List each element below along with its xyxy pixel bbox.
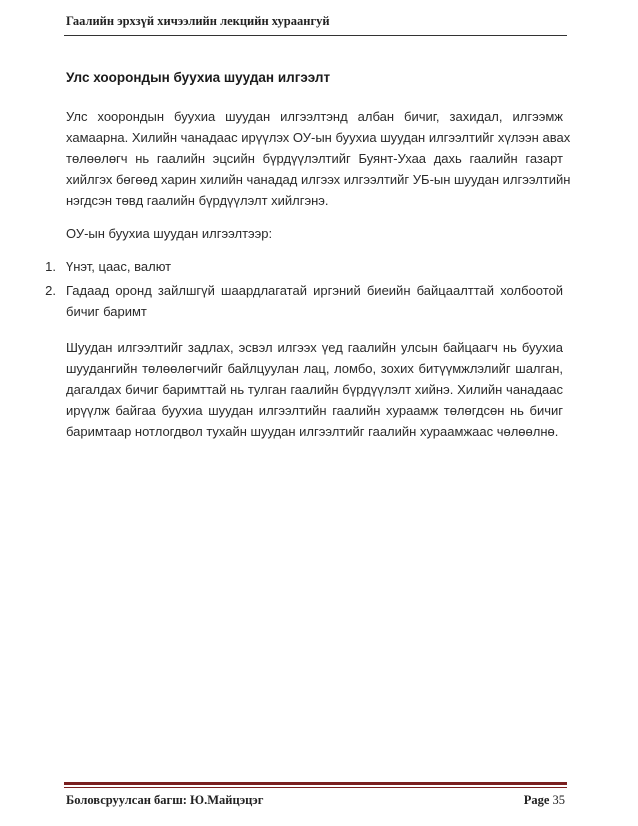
paragraph-line: Улс хоорондын буухиа шуудан илгээлтэнд албан бичиг, захидал, илгээмж [66, 109, 563, 124]
header-divider [64, 35, 567, 36]
footer-author: Боловсруулсан багш: Ю.Майцэцэг [66, 793, 264, 807]
main-content [45, 68, 571, 442]
paragraph-line: дагалдах бичиг баримттай нь тулган гаалийн бүрдүүлэлт хийнэ. Хилийн чанадаас [66, 382, 563, 397]
list-item-text: Үнэт, цаас, валют [66, 259, 172, 274]
list-item-text: бичиг баримт [66, 304, 147, 319]
footer-page-number [524, 793, 565, 808]
paragraph-line: нэгдсэн төвд гаалийн бүрдүүлэлт хийлгэнэ. [66, 193, 329, 208]
paragraph-intro [66, 106, 571, 211]
paragraph-procedure [66, 337, 563, 442]
numbered-list [45, 256, 563, 322]
list-number: 2. [45, 283, 56, 298]
list-number: 1. [45, 259, 56, 274]
running-header: Гаалийн эрхзүй хичээлийн лекцийн хураангуй [66, 14, 330, 28]
footer-divider-thick [64, 782, 567, 785]
paragraph-list-intro: ОУ-ын буухиа шуудан илгээлтээр: [66, 226, 273, 241]
paragraph-line: ирүүлж байгаа буухиа шуудан илгээлтийн гаалийн хураамж төлөгдсөн нь бичиг [66, 403, 563, 418]
list-item-text: Гадаад оронд зайлшгүй шаардлагатай иргэний биеийн байцаалттай холбоотой [66, 283, 563, 298]
paragraph-line: хийлгэх бөгөөд харин хилийн чанадад илгээх илгээлтийг УБ-ын шуудан илгээлтийн [66, 172, 571, 187]
section-heading: Улс хоорондын буухиа шуудан илгээлт [66, 70, 331, 85]
paragraph-line: шуудангийн төлөөлөгчийг байлцуулан лац, ломбо, зохих битүүмжлэлийг шалган, [66, 361, 563, 376]
page-label: Page [523, 793, 550, 807]
page-number: 35 [552, 793, 565, 807]
list-item [45, 280, 563, 322]
paragraph-line: төлөөлөгч нь гаалийн эцсийн бүрдүүлэлтийг Буянт-Ухаа дахь гаалийн газарт [66, 151, 563, 166]
paragraph-line: хамаарна. Хилийн чанадаас ирүүлэх ОУ-ын буухиа шуудан илгээлтийг хүлээн авах [66, 130, 571, 145]
paragraph-line: Шуудан илгээлтийг задлах, эсвэл илгээх үед гаалийн улсын байцаагч нь буухиа [66, 340, 563, 355]
paragraph-line: баримтаар нотлогдвол тухайн шуудан илгээлтийг гаалийн хураамжаас чөлөөлнө. [66, 424, 559, 439]
list-item [45, 256, 563, 277]
footer-divider-thin [64, 787, 567, 788]
